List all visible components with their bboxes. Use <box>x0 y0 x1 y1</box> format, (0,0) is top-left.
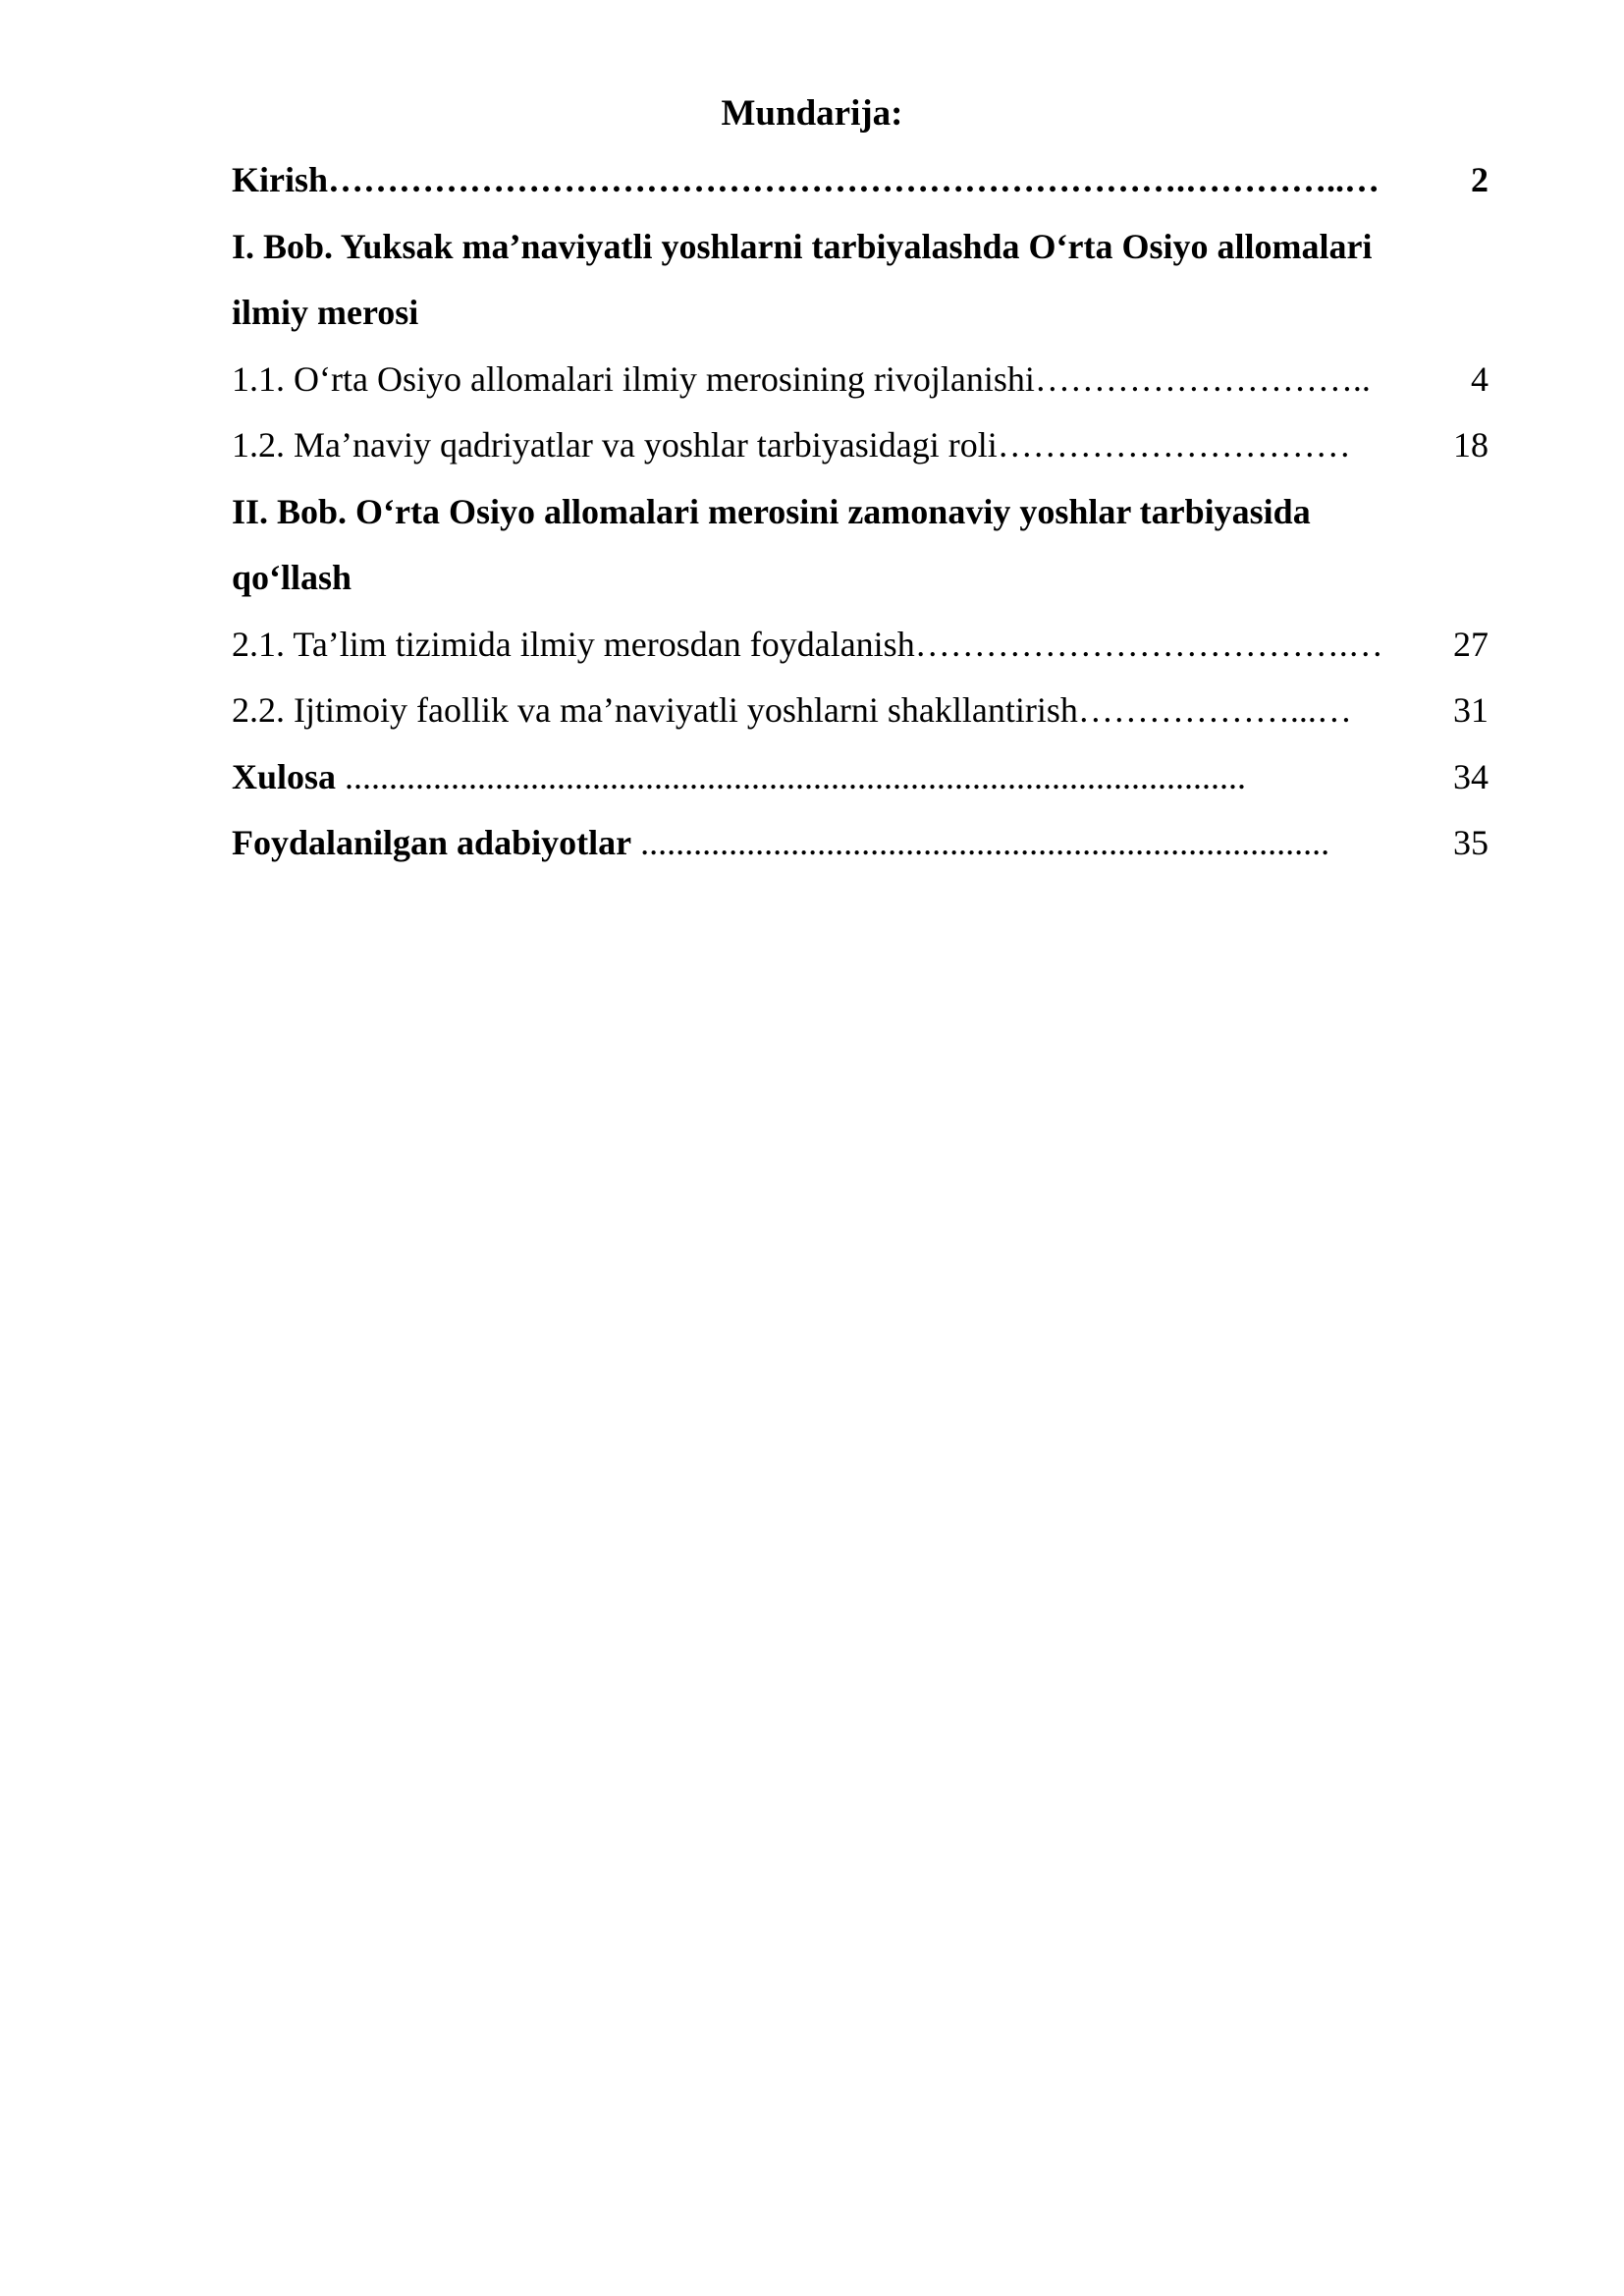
toc-entry-text: 1.2. Ma’naviy qadriyatlar va yoshlar tarbiyasidagi roli………………………… <box>232 425 1351 465</box>
toc-entry-text-group <box>232 810 1329 877</box>
toc-entry-text: II. Bob. O‘rta Osiyo allomalari merosini zamonaviy yoshlar tarbiyasida <box>232 491 1311 531</box>
toc-entry-page: 18 <box>1453 425 1489 465</box>
toc-entry-text: Kirish……………………………………………………………….…………..… <box>232 160 1380 199</box>
toc-entry-leader: ...................................................................................................... <box>336 756 1247 796</box>
toc-entry-page: 35 <box>1453 823 1489 862</box>
toc-entry-kirish <box>232 147 1489 214</box>
toc-entry-chapter-1-cont <box>232 280 1489 347</box>
toc-entry-page: 4 <box>1471 358 1489 399</box>
toc-entry-chapter-2-cont <box>232 545 1489 612</box>
toc-entry-chapter-2 <box>232 479 1489 546</box>
toc-entry-page: 31 <box>1453 690 1489 730</box>
toc-entry-text-group <box>232 744 1246 811</box>
toc-title: Mundarija: <box>721 93 903 134</box>
toc-entry-text: Xulosa <box>232 756 337 796</box>
toc-entry-2-2 <box>232 678 1489 744</box>
toc-entry-text: Foydalanilgan adabiyotlar <box>232 823 632 862</box>
toc-entry-text: 2.2. Ijtimoiy faollik va ma’naviyatli yoshlarni shakllantirish………………...… <box>232 690 1352 730</box>
toc-entry-leader: .............................................................................. <box>631 823 1330 862</box>
toc-entry-page: 2 <box>1471 160 1489 199</box>
toc-entry-page: 34 <box>1453 756 1489 796</box>
table-of-contents <box>232 147 1489 877</box>
toc-entry-text: 1.1. O‘rta Osiyo allomalari ilmiy merosining rivojlanishi……………………….. <box>232 358 1371 399</box>
toc-entry-text: ilmiy merosi <box>232 293 419 332</box>
toc-entry-xulosa <box>232 744 1489 811</box>
toc-entry-text: I. Bob. Yuksak ma’naviyatli yoshlarni tarbiyalashda O‘rta Osiyo allomalari <box>232 226 1373 266</box>
toc-entry-1-2 <box>232 412 1489 479</box>
toc-entry-adabiyotlar <box>232 810 1489 877</box>
toc-entry-text: qo‘llash <box>232 558 352 597</box>
toc-entry-page: 27 <box>1453 624 1489 664</box>
toc-entry-chapter-1 <box>232 214 1489 281</box>
toc-entry-1-1 <box>232 347 1489 413</box>
toc-entry-2-1 <box>232 612 1489 679</box>
toc-entry-text: 2.1. Ta’lim tizimida ilmiy merosdan foydalanish……………………………….… <box>232 624 1383 664</box>
